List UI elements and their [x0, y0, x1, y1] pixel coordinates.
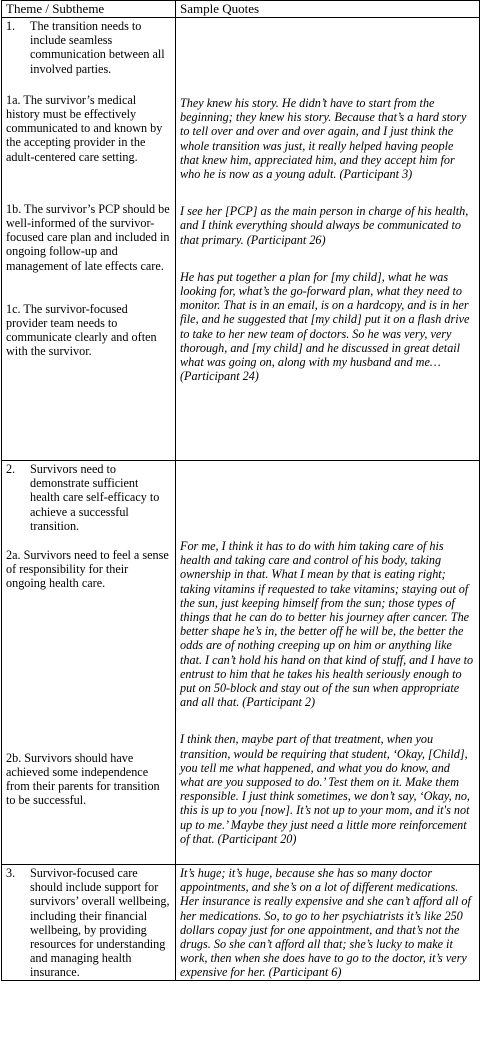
- table-header-row: [2, 1, 480, 18]
- quotes-cell: [176, 461, 480, 865]
- theme-number: 3.: [6, 866, 16, 880]
- header-theme-subtheme: Theme / Subtheme: [2, 1, 176, 18]
- quote-1c: He has put together a plan for [my child], what he was looking for, what’s the go-forward plan, what they need to monitor. That is in an email, is on a hardcopy, and is in her file, and he suggested that [my child] put it on a flash drive to take to her new team of doctors. So he was very, very thorough, and [my child] and he discussed in great detail what was going on, along with my husband and me… (Participant 24): [180, 269, 470, 384]
- quote-3: It’s huge; it’s huge, because she has so many doctor appointments, and she’s on a lot of different medications. Her insurance is really expensive and she can’t afford all of her medications. So, to go to her psychiatrists it’s like 250 dollars copay just for one appointment, and that’s not the drugs. So she can’t afford all that; she’s lucky to make it work, then when she does have to go to the doctor, it’s very expensive for her. (Participant 6): [180, 866, 471, 980]
- quote-2a: For me, I think it has to do with him taking care of his health and taking care and control of his body, taking ownership in that. What I mean by that is eating right; taking vitamins if requested to take vitamins; staying out of the sun, just keeping himself from the sun; those types of things that he can do to better his journey after cancer. The better shape he’s in, the better off he will be, the better the odds are of nothing creeping up on him or anything like that. I can’t hold his hand on that kind of stuff, and I have to entrust to him that he takes his health seriously enough to put on 50-block and stay out of the sun when appropriate and all that. (Participant 2): [180, 539, 474, 710]
- theme-heading: [6, 461, 171, 533]
- quotes-cell: [176, 18, 480, 461]
- subtheme-2b: 2b. Survivors should have achieved some independence from their parents for transition to be successful.: [6, 750, 160, 808]
- header-sample-quotes: Sample Quotes: [176, 1, 480, 18]
- table-row: [2, 18, 480, 461]
- subtheme-1c: 1c. The survivor-focused provider team needs to communicate clearly and often with the survivor.: [6, 301, 157, 359]
- theme-text: The transition needs to include seamless communication between all involved parties.: [30, 19, 165, 76]
- theme-cell: [2, 18, 176, 461]
- quotes-cell: [176, 865, 480, 981]
- quote-2b: I think then, maybe part of that treatment, when you transition, would be requiring that student, ‘Okay, [Child], you tell me what happened, and what you do know, and what are you supposed to do.’ Test them on it. Make them responsible. I just think sometimes, we don’t say, ‘Okay, no, this is up to you [now]. It’s not up to your mom, and it's not up to me.’ Maybe they just need a little more reinforcement of that. (Participant 20): [180, 732, 470, 846]
- theme-number: 2.: [6, 462, 16, 476]
- table-row: [2, 865, 480, 981]
- themes-table: [1, 0, 480, 981]
- table-row: [2, 461, 480, 865]
- theme-number: 1.: [6, 19, 16, 33]
- subtheme-2a: 2a. Survivors need to feel a sense of responsibility for their ongoing health care.: [6, 548, 169, 591]
- quote-1a: They knew his story. He didn’t have to start from the beginning; they knew his story. Because that’s a hard story to tell over and over and over again, and I just think the whole transition was just, it really helped having people that knew him, appreciated him, and they accept him for who he is now as a young adult. (Participant 3): [180, 96, 467, 182]
- theme-cell: [2, 865, 176, 981]
- theme-heading: [6, 18, 171, 76]
- subtheme-1a: 1a. The survivor’s medical history must be effectively communicated to and known by the accepting provider in the adult-centered care setting.: [6, 92, 163, 164]
- theme-text: Survivors need to demonstrate sufficient health care self-efficacy to achieve a successful transition.: [30, 462, 160, 533]
- theme-text: Survivor-focused care should include support for survivors’ overall wellbeing, including their financial wellbeing, by providing resources for understanding and managing health insurance.: [30, 866, 170, 980]
- subtheme-1b: 1b. The survivor’s PCP should be well-informed of the survivor-focused care plan and included in ongoing follow-up and management of late effects care.: [6, 201, 170, 273]
- quote-1b: I see her [PCP] as the main person in charge of his health, and I think everything should always be communicated to that primary. (Participant 26): [180, 204, 469, 247]
- theme-heading: [6, 865, 171, 980]
- theme-cell: [2, 461, 176, 865]
